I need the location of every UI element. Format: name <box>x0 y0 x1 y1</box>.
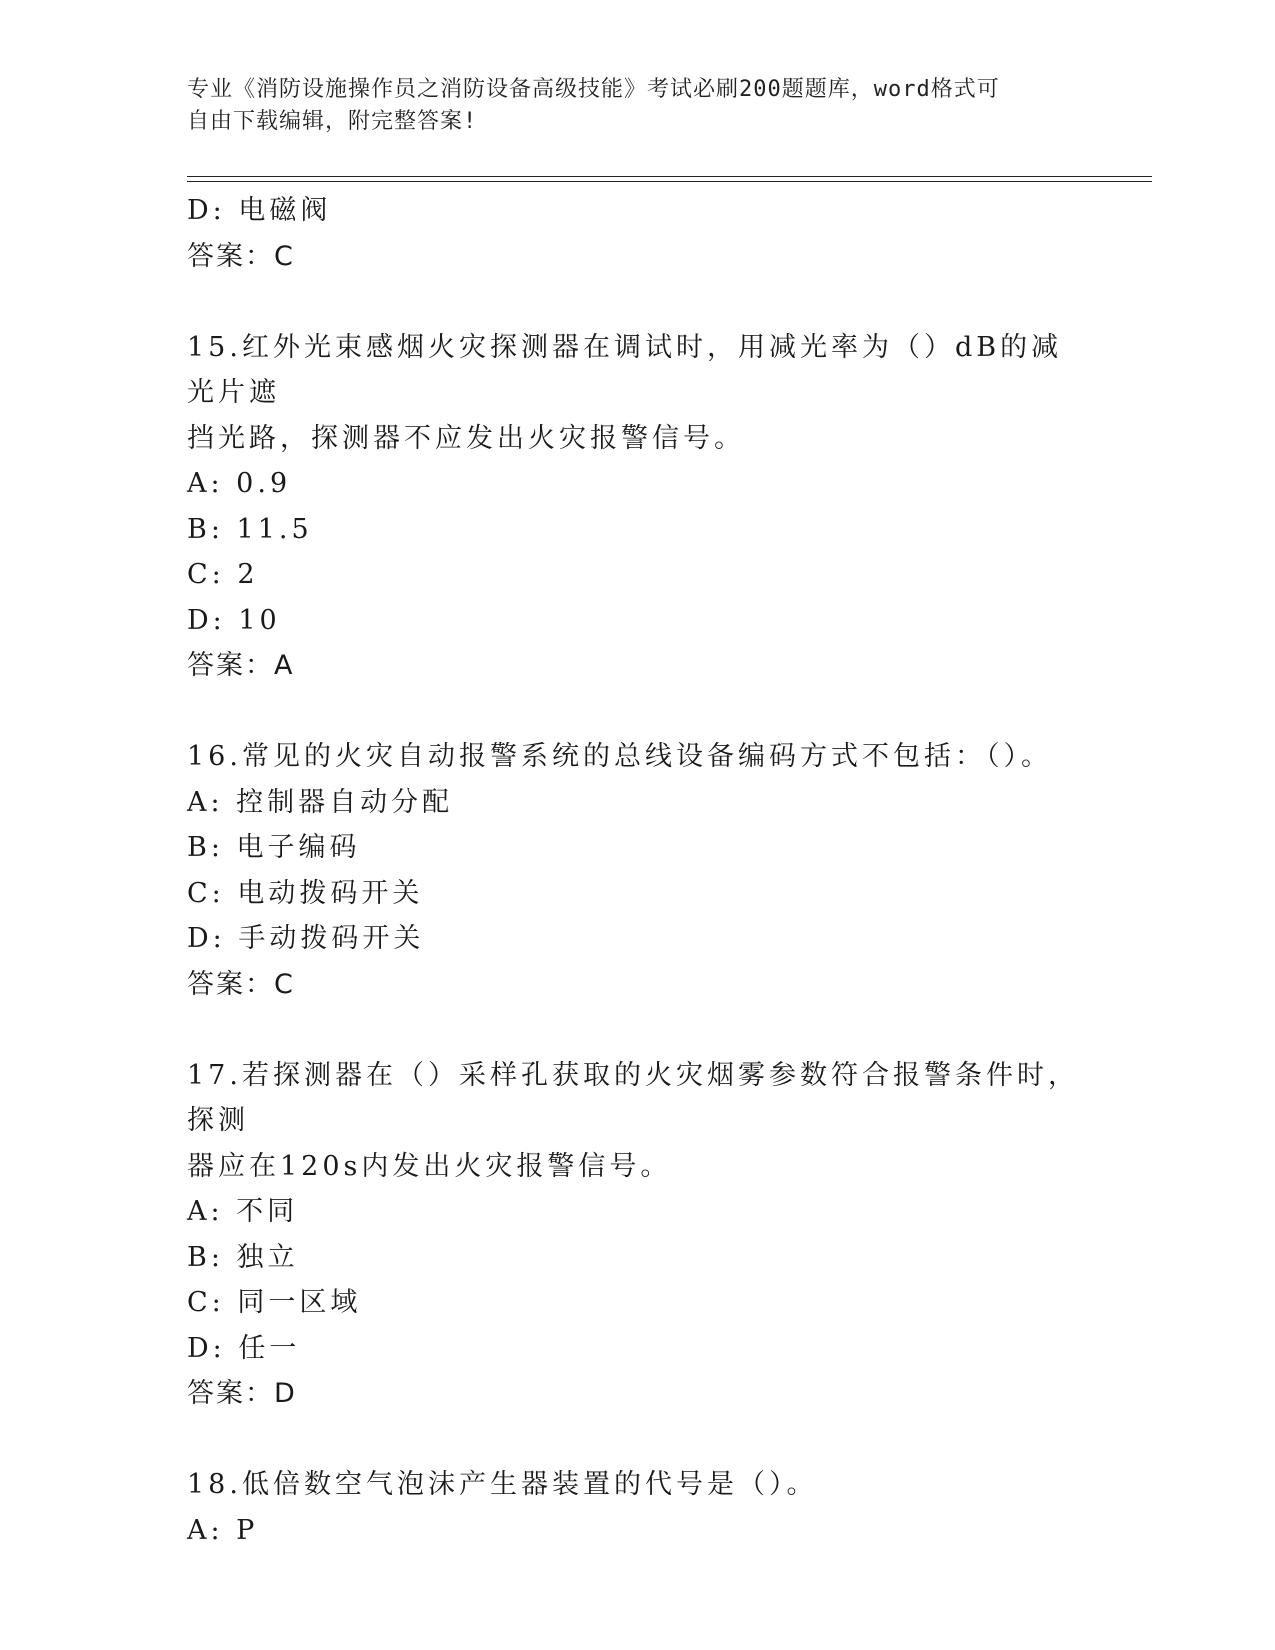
question-stem-line-1: 18.低倍数空气泡沫产生器装置的代号是（）。 <box>187 1469 818 1500</box>
option-c: C: 同一区域 <box>187 1287 362 1318</box>
answer: 答案：D <box>187 1378 297 1409</box>
option-d: D: 10 <box>187 604 281 636</box>
option-a: A: 0.9 <box>187 468 292 499</box>
header-line-1: 专业《消防设施操作员之消防设备高级技能》考试必刷200题题库，word格式可 <box>187 77 1000 102</box>
previous-question-tail <box>187 188 1087 279</box>
answer: 答案：A <box>187 650 295 681</box>
option-c: C: 电动拨码开关 <box>187 877 424 909</box>
option-b: B: 11.5 <box>187 513 313 545</box>
question-stem-line-2: 挡光路，探测器不应发出火灾报警信号。 <box>187 422 745 454</box>
question-stem-line-2: 器应在120s内发出火灾报警信号。 <box>187 1150 672 1182</box>
answer: 答案：C <box>187 968 295 1000</box>
document-header <box>187 74 1067 138</box>
answer: 答案：C <box>187 240 295 272</box>
option-a: A: 不同 <box>187 1196 299 1227</box>
question-18 <box>187 1462 1087 1553</box>
question-stem-line-1: 15.红外光束感烟火灾探测器在调试时，用减光率为（）dB的减光片遮 <box>187 331 1063 408</box>
header-line-2: 自由下载编辑，附完整答案! <box>187 109 478 134</box>
option-b: B: 电子编码 <box>187 832 361 863</box>
option-d: D: 手动拨码开关 <box>187 923 425 954</box>
header-divider-bottom <box>187 181 1152 182</box>
question-stem-line-1: 17.若探测器在（）采样孔获取的火灾烟雾参数符合报警条件时，探测 <box>187 1059 1079 1136</box>
question-list <box>187 188 1087 1553</box>
question-stem-line-1: 16.常见的火灾自动报警系统的总线设备编码方式不包括：（）。 <box>187 741 1052 772</box>
question-15 <box>187 325 1087 689</box>
option-a: A: 控制器自动分配 <box>187 786 454 818</box>
option-c: C: 2 <box>187 559 259 590</box>
question-16 <box>187 734 1087 1007</box>
question-17 <box>187 1053 1087 1417</box>
header-divider-top <box>187 176 1152 177</box>
option-d: D: 任一 <box>187 1332 301 1364</box>
option-d: D: 电磁阀 <box>187 195 332 226</box>
option-a: A: P <box>187 1514 259 1546</box>
option-b: B: 独立 <box>187 1241 299 1273</box>
